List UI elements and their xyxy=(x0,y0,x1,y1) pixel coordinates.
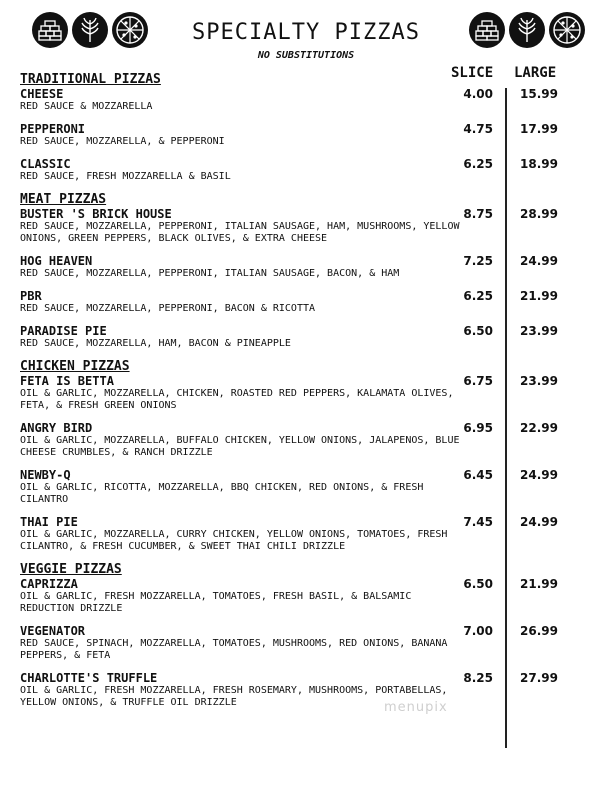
large-price: 26.99 xyxy=(520,624,558,638)
slice-column-header: SLICE xyxy=(451,65,494,81)
large-price: 28.99 xyxy=(520,207,558,221)
large-price: 18.99 xyxy=(520,157,558,171)
menu-item xyxy=(20,671,592,709)
item-description: OIL & GARLIC, MOZZARELLA, CURRY CHICKEN, YELLOW ONIONS, TOMATOES, FRESH CILANTRO, & FRESH CUCUMBER, & SWEET THAI CHILI DRIZZLE xyxy=(20,529,448,552)
large-price: 21.99 xyxy=(520,289,558,303)
item-name: BUSTER 'S BRICK HOUSE xyxy=(20,207,172,221)
large-price: 27.99 xyxy=(520,671,558,685)
section-traditional xyxy=(20,72,592,183)
item-name: NEWBY-Q xyxy=(20,468,71,482)
section-chicken xyxy=(20,359,592,553)
item-name: VEGENATOR xyxy=(20,624,86,638)
item-description: RED SAUCE, MOZZARELLA, PEPPERONI, BACON & RICOTTA xyxy=(20,303,316,314)
item-name: CAPRIZZA xyxy=(20,577,78,591)
page-subtitle: NO SUBSTITUTIONS xyxy=(257,50,355,61)
large-column-header: LARGE xyxy=(514,65,557,81)
slice-price: 6.25 xyxy=(463,289,493,303)
slice-price: 6.50 xyxy=(463,324,493,338)
item-name: PEPPERONI xyxy=(20,122,86,136)
section-title: VEGGIE PIZZAS xyxy=(20,562,122,577)
large-price: 17.99 xyxy=(520,122,558,136)
watermark: menupix xyxy=(384,700,448,715)
large-price: 23.99 xyxy=(520,324,558,338)
item-description: OIL & GARLIC, FRESH MOZZARELLA, TOMATOES, FRESH BASIL, & BALSAMIC REDUCTION DRIZZLE xyxy=(20,591,412,614)
section-meat xyxy=(20,192,592,350)
section-title: TRADITIONAL PIZZAS xyxy=(20,72,161,87)
menu-list xyxy=(20,72,592,718)
large-price: 21.99 xyxy=(520,577,558,591)
menu-item xyxy=(20,515,592,553)
item-description: RED SAUCE, SPINACH, MOZZARELLA, TOMATOES, MUSHROOMS, RED ONIONS, BANANA PEPPERS, & FETA xyxy=(20,638,448,661)
item-name: CHEESE xyxy=(20,87,64,101)
large-price: 24.99 xyxy=(520,254,558,268)
large-price: 15.99 xyxy=(520,87,558,101)
item-description: RED SAUCE, MOZZARELLA, PEPPERONI, ITALIAN SAUSAGE, BACON, & HAM xyxy=(20,268,400,279)
slice-price: 6.50 xyxy=(463,577,493,591)
menu-item xyxy=(20,577,592,615)
slice-price: 6.25 xyxy=(463,157,493,171)
item-name: FETA IS BETTA xyxy=(20,374,114,388)
item-name: CLASSIC xyxy=(20,157,71,171)
section-title: CHICKEN PIZZAS xyxy=(20,359,130,374)
item-name: PARADISE PIE xyxy=(20,324,107,338)
slice-price: 8.75 xyxy=(463,207,493,221)
item-description: RED SAUCE, FRESH MOZZARELLA & BASIL xyxy=(20,171,231,182)
slice-price: 6.45 xyxy=(463,468,493,482)
item-name: HOG HEAVEN xyxy=(20,254,93,268)
menu-item xyxy=(20,624,592,662)
section-veggie xyxy=(20,562,592,709)
item-description: RED SAUCE, MOZZARELLA, PEPPERONI, ITALIAN SAUSAGE, HAM, MUSHROOMS, YELLOW ONIONS, GREEN PEPPERS, BLACK OLIVES, & EXTRA CHEESE xyxy=(20,221,460,244)
item-name: THAI PIE xyxy=(20,515,78,529)
section-title: MEAT PIZZAS xyxy=(20,192,107,207)
slice-price: 8.25 xyxy=(463,671,493,685)
menu-item xyxy=(20,421,592,459)
menu-item xyxy=(20,374,592,412)
menu-item xyxy=(20,324,592,350)
large-price: 22.99 xyxy=(520,421,558,435)
item-description: OIL & GARLIC, MOZZARELLA, BUFFALO CHICKEN, YELLOW ONIONS, JALAPENOS, BLUE CHEESE CRUMBLES, & RANCH DRIZZLE xyxy=(20,435,460,458)
large-price: 24.99 xyxy=(520,515,558,529)
item-name: PBR xyxy=(20,289,42,303)
slice-price: 7.25 xyxy=(463,254,493,268)
item-description: OIL & GARLIC, MOZZARELLA, CHICKEN, ROASTED RED PEPPERS, KALAMATA OLIVES, FETA, & FRESH GREEN ONIONS xyxy=(20,388,454,411)
slice-price: 7.45 xyxy=(463,515,493,529)
item-name: ANGRY BIRD xyxy=(20,421,93,435)
slice-price: 4.00 xyxy=(463,87,493,101)
item-description: RED SAUCE, MOZZARELLA, & PEPPERONI xyxy=(20,136,225,147)
menu-item xyxy=(20,289,592,315)
large-price: 23.99 xyxy=(520,374,558,388)
menu-item xyxy=(20,122,592,148)
slice-price: 6.75 xyxy=(463,374,493,388)
menu-item xyxy=(20,468,592,506)
menu-item xyxy=(20,87,592,113)
item-name: CHARLOTTE'S TRUFFLE xyxy=(20,671,158,685)
large-price: 24.99 xyxy=(520,468,558,482)
item-description: RED SAUCE & MOZZARELLA xyxy=(20,101,153,112)
slice-price: 6.95 xyxy=(463,421,493,435)
menu-item xyxy=(20,157,592,183)
page-title: SPECIALTY PIZZAS xyxy=(192,20,420,45)
item-description: RED SAUCE, MOZZARELLA, HAM, BACON & PINEAPPLE xyxy=(20,338,291,349)
item-description: OIL & GARLIC, RICOTTA, MOZZARELLA, BBQ CHICKEN, RED ONIONS, & FRESH CILANTRO xyxy=(20,482,424,505)
slice-price: 4.75 xyxy=(463,122,493,136)
item-description: OIL & GARLIC, FRESH MOZZARELLA, FRESH ROSEMARY, MUSHROOMS, PORTABELLAS, YELLOW ONIONS, & TRUFFLE OIL DRIZZLE xyxy=(20,685,448,708)
menu-item xyxy=(20,207,592,245)
slice-price: 7.00 xyxy=(463,624,493,638)
menu-item xyxy=(20,254,592,280)
